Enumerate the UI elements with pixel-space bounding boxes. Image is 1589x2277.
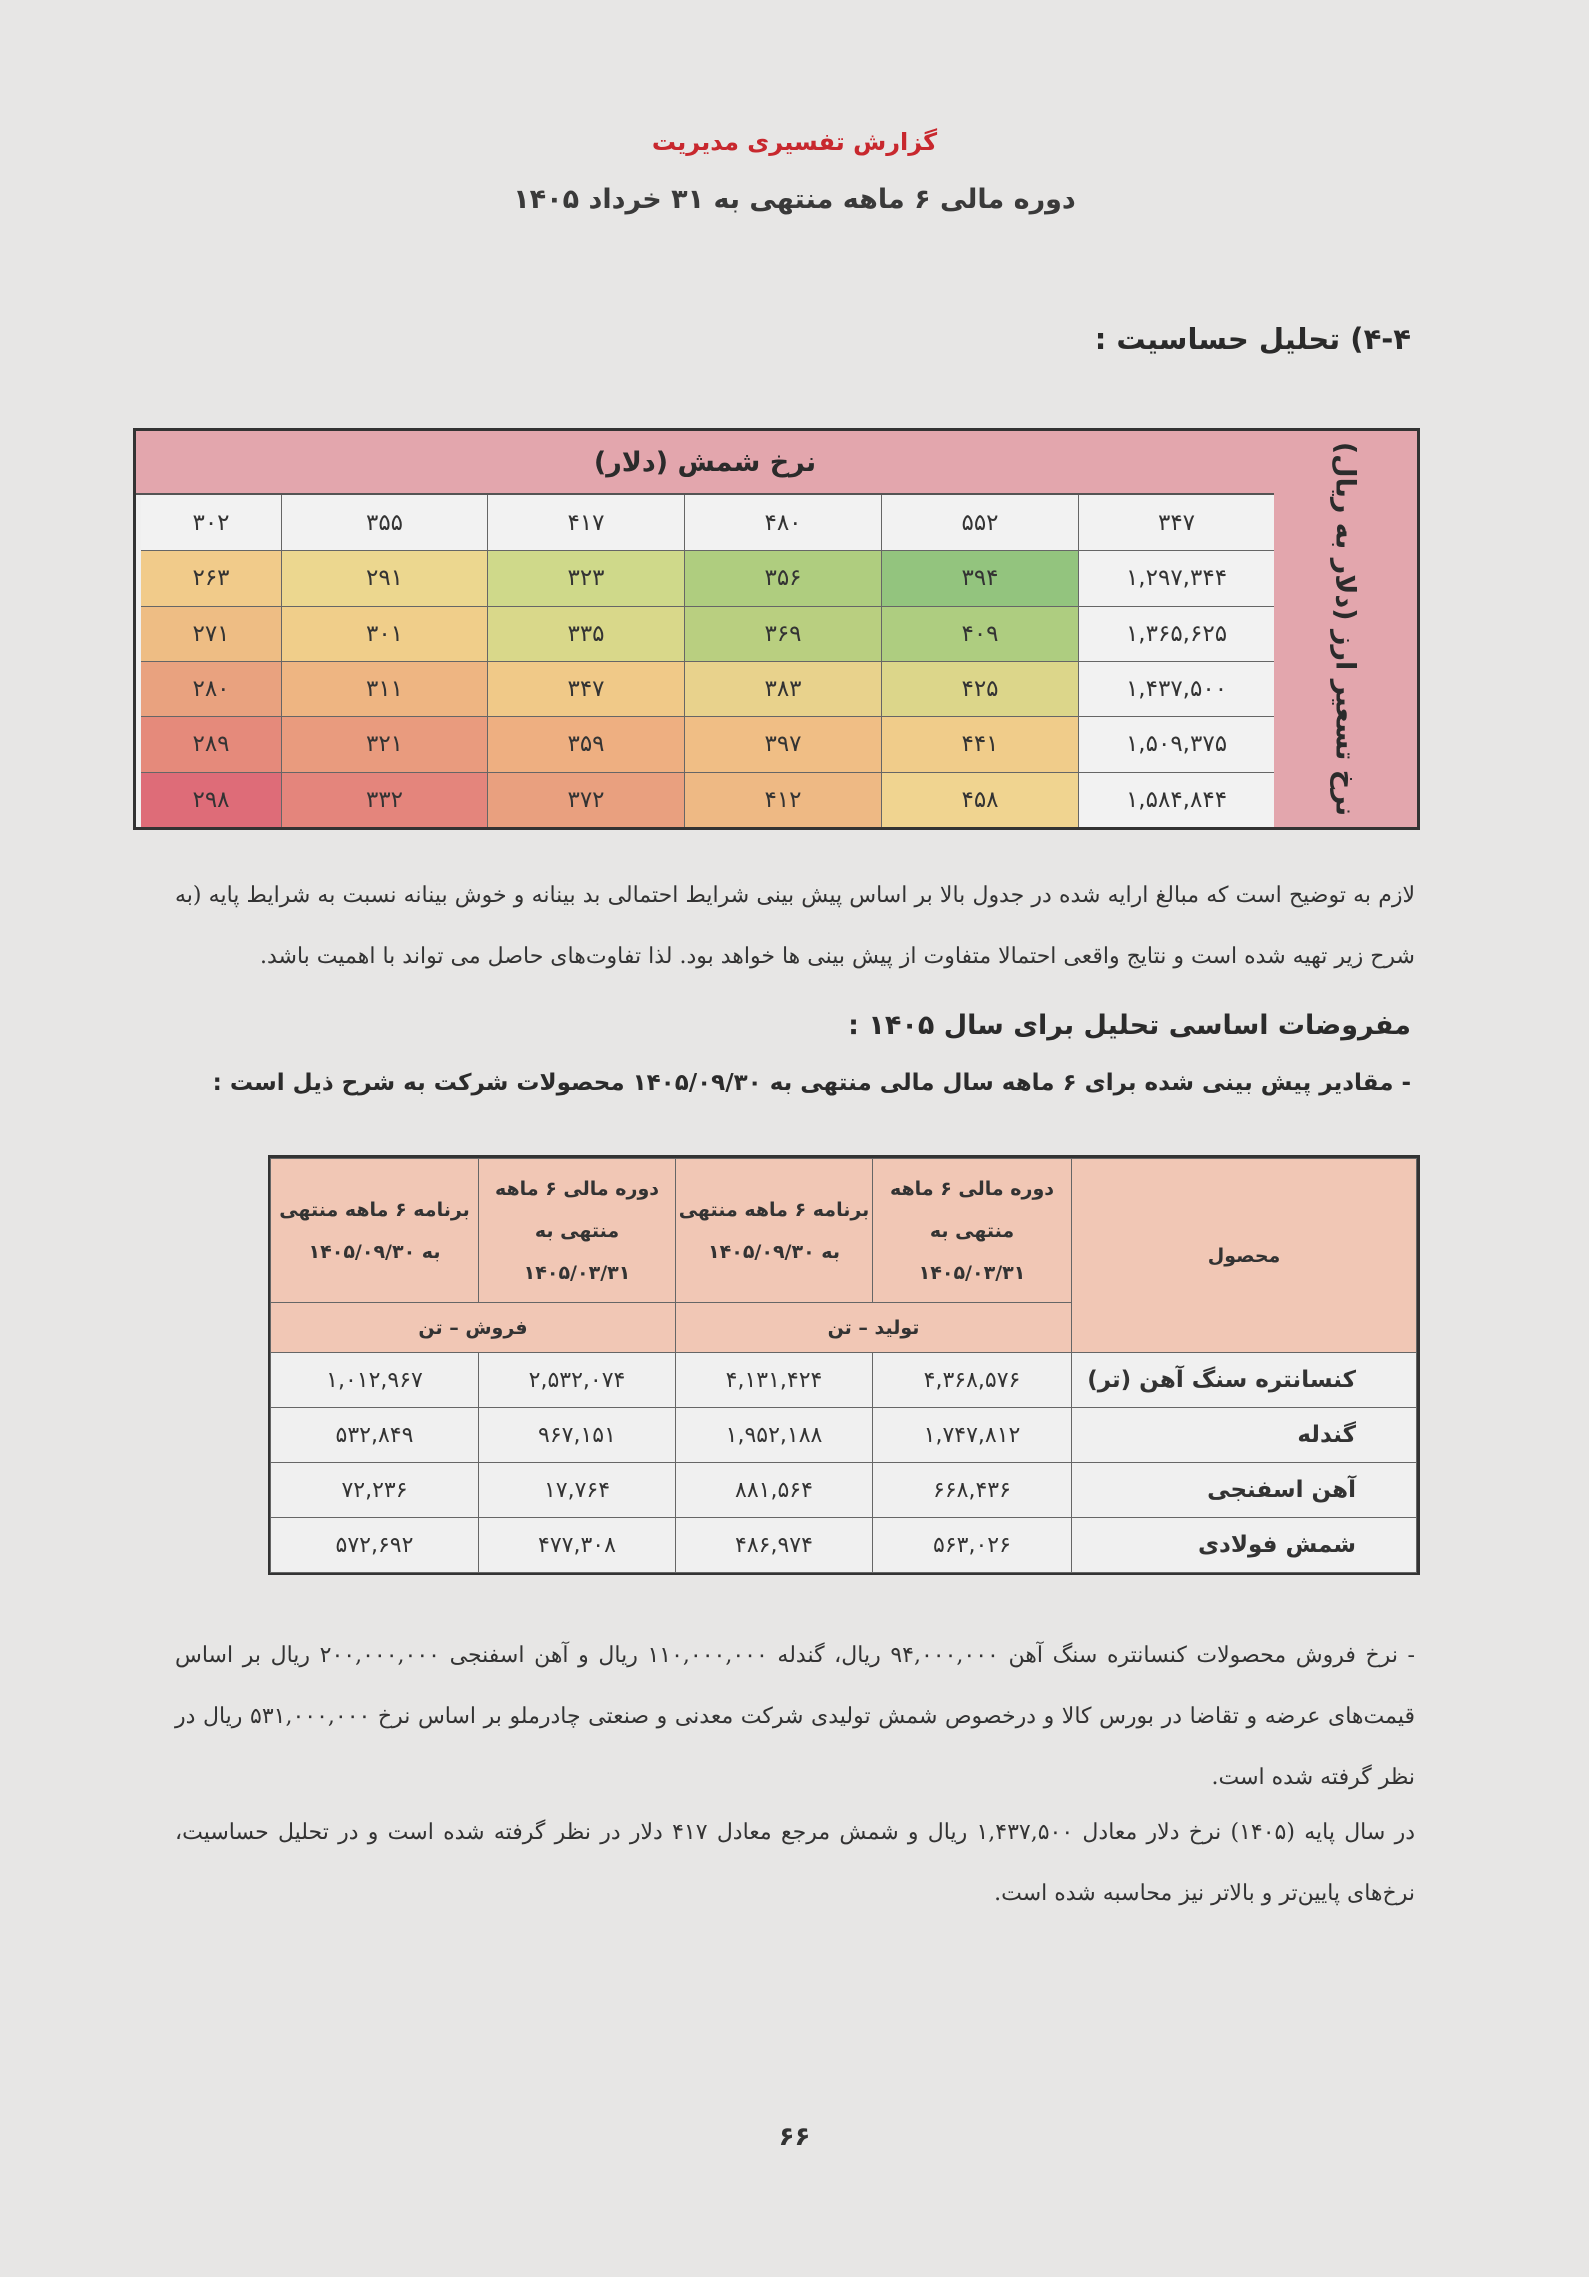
sensitivity-value-cell: ۳۳۵ — [487, 606, 684, 661]
section-heading: ۴-۴) تحلیل حساسیت : — [1094, 322, 1411, 356]
sensitivity-value-cell: ۳۱۱ — [281, 661, 487, 716]
sensitivity-value-cell: ۲۹۱ — [281, 550, 487, 605]
product-row — [271, 1408, 1417, 1463]
page-number: ۶۶ — [778, 2122, 811, 2152]
prod-col-header: برنامه ۶ ماهه منتهی به ۱۴۰۵/۰۹/۳۰ — [271, 1159, 479, 1303]
product-row — [271, 1518, 1417, 1573]
bullion-rate-header: ۴۸۰ — [684, 495, 881, 550]
sensitivity-value-cell: ۳۲۱ — [281, 716, 487, 771]
product-value-cell: ۴,۳۶۸,۵۷۶ — [873, 1353, 1072, 1408]
product-value-cell: ۶۶۸,۴۳۶ — [873, 1463, 1072, 1518]
sensitivity-value-cell: ۴۲۵ — [881, 661, 1078, 716]
product-value-cell: ۵۳۲,۸۴۹ — [271, 1408, 479, 1463]
sensitivity-header-row — [136, 495, 1274, 550]
bullion-rate-header: ۴۱۷ — [487, 495, 684, 550]
sensitivity-row — [136, 550, 1274, 605]
product-value-cell: ۱۷,۷۶۴ — [479, 1463, 676, 1518]
sensitivity-value-cell: ۲۷۱ — [141, 606, 281, 661]
report-title: گزارش تفسیری مدیریت — [651, 128, 938, 156]
product-value-cell: ۸۸۱,۵۶۴ — [676, 1463, 873, 1518]
sensitivity-row — [136, 716, 1274, 771]
explanation-paragraph: لازم به توضیح است که مبالغ ارایه شده در جدول بالا بر اساس پیش بینی شرایط احتمالی بد بینانه و خوش بینانه نسبت به شرایط پایه (به شرح زیر تهیه شده است و نتایج واقعی احتمالا متفاوت از پیش بینی ها خواهد بود. لذا تفاوت‌های حاصل می تواند با اهمیت باشد. — [175, 883, 1415, 969]
sensitivity-value-cell: ۴۰۹ — [881, 606, 1078, 661]
assumptions-heading: مفروضات اساسی تحلیل برای سال ۱۴۰۵ : — [848, 1010, 1411, 1041]
forecast-bullet: - مقادیر پیش بینی شده برای ۶ ماهه سال مالی منتهی به ۱۴۰۵/۰۹/۳۰ محصولات شرکت به شرح ذیل است : — [212, 1070, 1411, 1096]
sensitivity-value-cell: ۲۶۳ — [141, 550, 281, 605]
report-subtitle: دوره مالی ۶ ماهه منتهی به ۳۱ خرداد ۱۴۰۵ — [513, 184, 1076, 215]
sensitivity-value-cell: ۳۹۷ — [684, 716, 881, 771]
bullion-rate-header: ۳۴۷ — [1078, 495, 1274, 550]
sensitivity-value-cell: ۳۳۲ — [281, 772, 487, 827]
exchange-rate-cell: ۱,۵۰۹,۳۷۵ — [1078, 716, 1274, 771]
sensitivity-value-cell: ۳۹۴ — [881, 550, 1078, 605]
product-name: آهن اسفنجی — [1072, 1463, 1417, 1518]
row-axis-header — [1271, 431, 1417, 827]
product-name: گندله — [1072, 1408, 1417, 1463]
sensitivity-row — [136, 772, 1274, 827]
sensitivity-value-cell: ۳۴۷ — [487, 661, 684, 716]
product-value-cell: ۱,۷۴۷,۸۱۲ — [873, 1408, 1072, 1463]
product-value-cell: ۱,۹۵۲,۱۸۸ — [676, 1408, 873, 1463]
sensitivity-value-cell: ۴۵۸ — [881, 772, 1078, 827]
sensitivity-value-cell: ۲۹۸ — [141, 772, 281, 827]
product-value-cell: ۴۸۶,۹۷۴ — [676, 1518, 873, 1573]
sensitivity-value-cell: ۳۰۱ — [281, 606, 487, 661]
sensitivity-grid — [136, 495, 1274, 827]
column-axis-header: نرخ شمش (دلار) — [136, 431, 1274, 495]
product-value-cell: ۵۷۲,۶۹۲ — [271, 1518, 479, 1573]
product-value-cell: ۲,۵۳۲,۰۷۴ — [479, 1353, 676, 1408]
bullion-rate-header: ۳۰۲ — [141, 495, 281, 550]
base-year-paragraph: در سال پایه (۱۴۰۵) نرخ دلار معادل ۱,۴۳۷,۵۰۰ ریال و شمش مرجع معادل ۴۱۷ دلار در نظر گرفته شده است و در تحلیل حساسیت، نرخ‌های پایین‌تر و بالاتر نیز محاسبه شده است. — [175, 1820, 1415, 1906]
exchange-rate-cell: ۱,۲۹۷,۳۴۴ — [1078, 550, 1274, 605]
sensitivity-value-cell: ۴۴۱ — [881, 716, 1078, 771]
prices-paragraph: - نرخ فروش محصولات کنسانتره سنگ آهن ۹۴,۰۰۰,۰۰۰ ریال، گندله ۱۱۰,۰۰۰,۰۰۰ ریال و آهن اسفنجی ۲۰۰,۰۰۰,۰۰۰ ریال بر اساس قیمت‌های عرضه و تقاضا در بورس کالا و درخصوص شمش تولیدی شرکت معدنی و صنعتی چادرملو بر اساس نرخ ۵۳۱,۰۰۰,۰۰۰ ریال در نظر گرفته شده است. — [175, 1643, 1415, 1790]
sensitivity-value-cell: ۳۵۹ — [487, 716, 684, 771]
sensitivity-table — [133, 428, 1420, 830]
sensitivity-value-cell: ۲۸۰ — [141, 661, 281, 716]
prod-col-header: دوره مالی ۶ ماهه منتهی به ۱۴۰۵/۰۳/۳۱ — [873, 1159, 1072, 1303]
product-value-cell: ۱,۰۱۲,۹۶۷ — [271, 1353, 479, 1408]
prod-col-header: برنامه ۶ ماهه منتهی به ۱۴۰۵/۰۹/۳۰ — [676, 1159, 873, 1303]
exchange-rate-cell: ۱,۵۸۴,۸۴۴ — [1078, 772, 1274, 827]
row-axis-header-label: نرخ تسعیر ارز (دلار به ریال) — [1329, 441, 1361, 817]
sensitivity-value-cell: ۳۷۲ — [487, 772, 684, 827]
product-name: کنسانتره سنگ آهن (تر) — [1072, 1353, 1417, 1408]
product-row — [271, 1463, 1417, 1518]
sensitivity-value-cell: ۴۱۲ — [684, 772, 881, 827]
exchange-rate-cell: ۱,۳۶۵,۶۲۵ — [1078, 606, 1274, 661]
sensitivity-value-cell: ۳۲۳ — [487, 550, 684, 605]
sensitivity-value-cell: ۳۶۹ — [684, 606, 881, 661]
bullion-rate-header: ۳۵۵ — [281, 495, 487, 550]
sensitivity-value-cell: ۲۸۹ — [141, 716, 281, 771]
bullion-rate-header: ۵۵۲ — [881, 495, 1078, 550]
product-value-cell: ۹۶۷,۱۵۱ — [479, 1408, 676, 1463]
sensitivity-value-cell: ۳۸۳ — [684, 661, 881, 716]
exchange-rate-cell: ۱,۴۳۷,۵۰۰ — [1078, 661, 1274, 716]
prod-col-header: دوره مالی ۶ ماهه منتهی به ۱۴۰۵/۰۳/۳۱ — [479, 1159, 676, 1303]
sensitivity-row — [136, 661, 1274, 716]
products-table — [268, 1155, 1420, 1575]
product-value-cell: ۵۶۳,۰۲۶ — [873, 1518, 1072, 1573]
production-group-header: تولید – تن — [676, 1303, 1072, 1353]
sales-group-header: فروش – تن — [271, 1303, 676, 1353]
sensitivity-value-cell: ۳۵۶ — [684, 550, 881, 605]
product-value-cell: ۴۷۷,۳۰۸ — [479, 1518, 676, 1573]
sensitivity-row — [136, 606, 1274, 661]
product-name: شمش فولادی — [1072, 1518, 1417, 1573]
product-header: محصول — [1072, 1159, 1417, 1353]
product-value-cell: ۷۲,۲۳۶ — [271, 1463, 479, 1518]
product-row — [271, 1353, 1417, 1408]
product-value-cell: ۴,۱۳۱,۴۲۴ — [676, 1353, 873, 1408]
